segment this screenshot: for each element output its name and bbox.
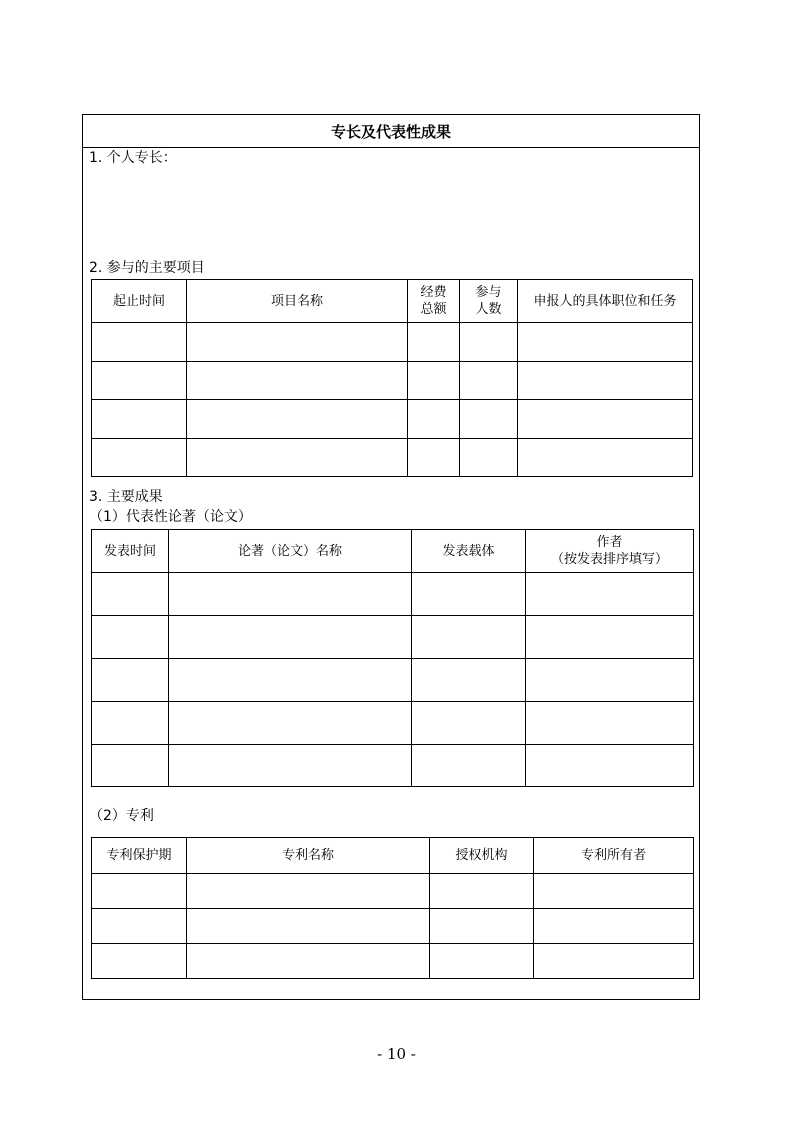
header-authors-text: 作者 （按发表排序填写） [550, 535, 668, 567]
table-row [92, 874, 694, 909]
table-row [92, 323, 693, 362]
input-cell[interactable] [534, 874, 694, 909]
input-cell[interactable] [92, 702, 169, 745]
input-cell[interactable] [92, 745, 169, 787]
input-cell[interactable] [526, 659, 694, 702]
input-cell[interactable] [169, 702, 412, 745]
input-cell[interactable] [430, 944, 534, 979]
section-personal-expertise-label: 1. 个人专长： [89, 150, 177, 166]
input-cell[interactable] [518, 439, 693, 477]
input-cell[interactable] [460, 362, 518, 400]
header-authors [526, 530, 694, 573]
header-patent-owner: 专利所有者 [534, 838, 694, 874]
input-cell[interactable] [92, 944, 187, 979]
input-cell[interactable] [408, 323, 460, 362]
input-cell[interactable] [169, 573, 412, 616]
input-cell[interactable] [92, 874, 187, 909]
input-cell[interactable] [534, 944, 694, 979]
input-cell[interactable] [518, 362, 693, 400]
input-cell[interactable] [92, 659, 169, 702]
input-cell[interactable] [92, 323, 187, 362]
input-cell[interactable] [169, 745, 412, 787]
section-achievements-label: 3. 主要成果 [89, 489, 163, 505]
input-cell[interactable] [187, 362, 408, 400]
input-cell[interactable] [460, 400, 518, 439]
input-cell[interactable] [408, 439, 460, 477]
table-row [92, 616, 694, 659]
form-title: 专长及代表性成果 [83, 115, 699, 148]
input-cell[interactable] [518, 323, 693, 362]
projects-table [91, 279, 693, 477]
input-cell[interactable] [408, 400, 460, 439]
section-projects-label: 2. 参与的主要项目 [89, 260, 205, 276]
table-row [92, 439, 693, 477]
input-cell[interactable] [526, 702, 694, 745]
table-row [92, 909, 694, 944]
header-publish-date: 发表时间 [92, 530, 169, 573]
input-cell[interactable] [526, 616, 694, 659]
input-cell[interactable] [92, 400, 187, 439]
header-participants [460, 280, 518, 323]
input-cell[interactable] [187, 323, 408, 362]
page-number: - 10 - [377, 1045, 416, 1063]
header-role: 申报人的具体职位和任务 [518, 280, 693, 323]
input-cell[interactable] [169, 616, 412, 659]
input-cell[interactable] [412, 702, 526, 745]
publications-header-row [92, 530, 694, 573]
input-cell[interactable] [187, 909, 430, 944]
header-granting-authority: 授权机构 [430, 838, 534, 874]
table-row [92, 659, 694, 702]
patents-header-row [92, 838, 694, 874]
input-cell[interactable] [412, 573, 526, 616]
input-cell[interactable] [169, 659, 412, 702]
table-row [92, 573, 694, 616]
header-participants-text: 参与 人数 [475, 285, 502, 317]
input-cell[interactable] [526, 745, 694, 787]
publications-table [91, 529, 694, 787]
input-cell[interactable] [408, 362, 460, 400]
input-cell[interactable] [526, 573, 694, 616]
table-row [92, 702, 694, 745]
table-row [92, 944, 694, 979]
input-cell[interactable] [92, 362, 187, 400]
table-row [92, 400, 693, 439]
input-cell[interactable] [187, 439, 408, 477]
input-cell[interactable] [412, 745, 526, 787]
input-cell[interactable] [187, 400, 408, 439]
projects-header-row [92, 280, 693, 323]
header-publication-name: 论著（论文）名称 [169, 530, 412, 573]
input-cell[interactable] [430, 909, 534, 944]
input-cell[interactable] [412, 659, 526, 702]
table-row [92, 362, 693, 400]
header-funding [408, 280, 460, 323]
input-cell[interactable] [92, 439, 187, 477]
header-publisher: 发表载体 [412, 530, 526, 573]
input-cell[interactable] [187, 874, 430, 909]
input-cell[interactable] [187, 944, 430, 979]
input-cell[interactable] [430, 874, 534, 909]
header-patent-name: 专利名称 [187, 838, 430, 874]
input-cell[interactable] [92, 909, 187, 944]
section-patents-label: （2）专利 [89, 808, 154, 824]
input-cell[interactable] [92, 616, 169, 659]
table-row [92, 745, 694, 787]
input-cell[interactable] [460, 323, 518, 362]
input-cell[interactable] [518, 400, 693, 439]
input-cell[interactable] [534, 909, 694, 944]
input-cell[interactable] [92, 573, 169, 616]
patents-table [91, 837, 694, 979]
input-cell[interactable] [412, 616, 526, 659]
header-project-name: 项目名称 [187, 280, 408, 323]
header-patent-term: 专利保护期 [92, 838, 187, 874]
input-cell[interactable] [460, 439, 518, 477]
header-funding-text: 经费 总额 [420, 285, 447, 317]
section-publications-label: （1）代表性论著（论文） [89, 509, 252, 525]
header-period: 起止时间 [92, 280, 187, 323]
